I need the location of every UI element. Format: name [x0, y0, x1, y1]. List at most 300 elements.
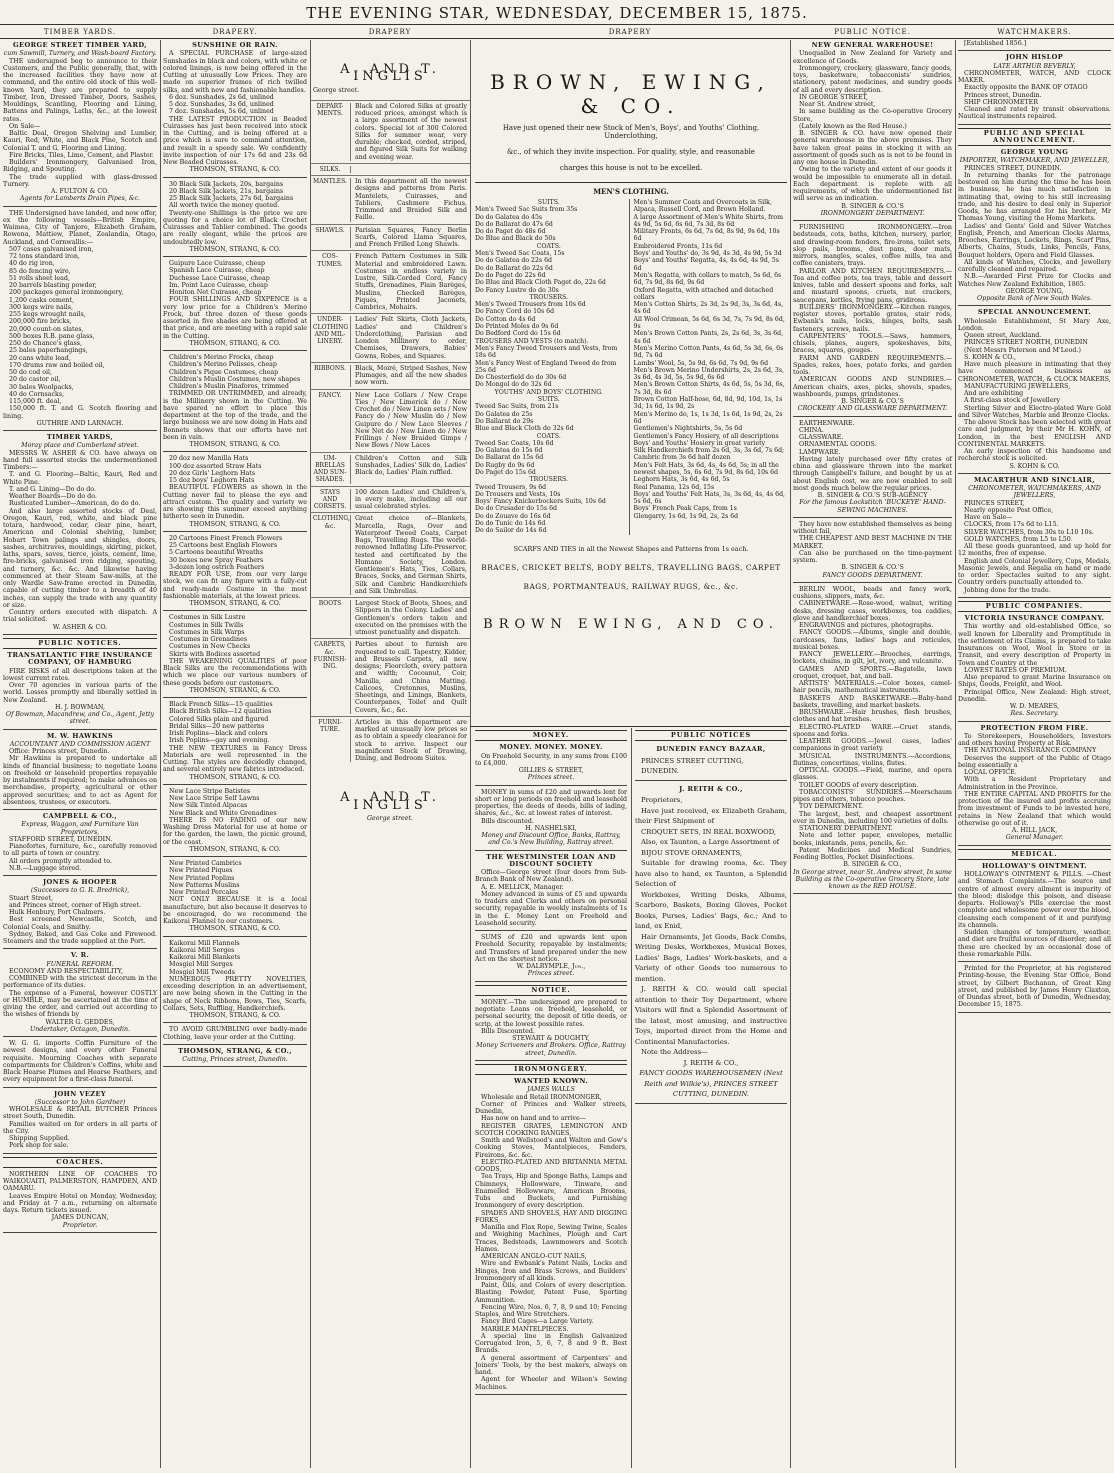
- advertisement: [163, 701, 307, 785]
- ad-paragraph: 20 cans white lead,: [9, 354, 71, 362]
- advertisement: [793, 420, 952, 518]
- ad-paragraph: Mosgiel Mill Serges: [169, 961, 233, 969]
- price-line: Boys' French Peak Caps, from 1s: [633, 505, 737, 513]
- ad-paragraph: Have just received, ex Elizabeth Graham, their First Shipment of: [635, 806, 787, 826]
- ad-paragraph: Having lately purchased over fifty crates of china and glassware thrown into the market through Campbell's failure, and bought by us at about English cost, we are now enabled to sell most goods much below the regular prices.: [793, 455, 952, 492]
- ad-paragraph: SPADES AND SHOVELS, HAY AND DIGGING FORKS,: [475, 1209, 627, 1224]
- ad-signature: A. HILL JACK,: [1011, 827, 1058, 834]
- ad-subtitle: IMPORTER, WATCHMAKER, AND JEWELLER,: [959, 157, 1110, 165]
- ad-subtitle: Moray place and Cumberland street.: [21, 442, 139, 450]
- banner-rule: [475, 182, 787, 183]
- price-line: Gentlemen's Fancy Hosiery, of all descriptions: [633, 432, 779, 440]
- ad-paragraph: Smith and Wellstood's and Walton and Gow's Cooking Stoves, Mantelpieces, Fenders, Fireirons, &c. &c.: [475, 1137, 627, 1159]
- ad-paragraph: 200 packages general ironmongery,: [9, 289, 124, 297]
- advertisement: [163, 788, 307, 857]
- ad-paragraph: Kaikorai Mill Flannels: [169, 939, 240, 947]
- advertisement: [793, 42, 952, 221]
- ad-paragraph: MESSRS W. ASHER & CO. have always on hand full assorted stocks the undermentioned Timbers:—: [3, 449, 157, 471]
- price-line: Tweed Sac Suits, from 21s: [475, 403, 559, 411]
- ad-paragraph: Shipping Supplied.: [9, 1135, 70, 1142]
- advertisement: [3, 652, 157, 730]
- ad-paragraph: Black French Silks—15 qualities: [169, 701, 273, 708]
- price-line: Men's Brown Cotton Shirts, 4s 6d, 5s, 5s 3d, 6s, 7s 3d, 8s 6d: [633, 381, 785, 396]
- column-watchmakers: [955, 40, 1114, 1470]
- department-text: Black, Moiré, Striped Sashes, New Plumages, and all the new shades now worn.: [355, 364, 467, 387]
- ad-paragraph: All these goods guaranteed, and up hold for 12 months, free of expense.: [958, 543, 1111, 558]
- ad-paragraph: 5 Cartoons beautiful Wreaths: [169, 549, 264, 557]
- ad-signature: W. ASHER & CO.: [52, 623, 108, 631]
- ad-paragraph: Kaikorai Mill Serges: [169, 946, 235, 954]
- price-line: Men's Fancy Tweed Trousers and Vests, from 18s 6d: [475, 344, 618, 360]
- department-row: [310, 163, 470, 175]
- price-line: TROUSERS.: [529, 476, 569, 484]
- ad-title: PROTECTION FROM FIRE.: [980, 723, 1089, 732]
- department-text: New Lace Collars / New Crape Ties / New Limerick do / New Crochet do / New Linen sets / New Fancy do / New Muslin do / New Guipure do / New Lace Sleeves / New Net do / New Linen do / New Frillings / New Braided Gimps / New Bows / New Laces: [355, 391, 467, 450]
- ad-paragraph: Hair Ornaments, Jet Goods, Back Combs, Writing Desks, Workboxes, Musical Boxes, Ladies' Bags, Ladies' Work-baskets, and a Variety of other Goods too numerous to mention.: [635, 932, 787, 983]
- department-row: [310, 716, 470, 765]
- ad-paragraph: New Silk Tinted Alpacas: [169, 802, 248, 810]
- department-row: [310, 389, 470, 452]
- ad-footer: Princes street.: [527, 970, 575, 978]
- ad-paragraph: Baltic Deal, Oregon Shelving and Lumber, Kauri, Red, White, and Black Pine, Scotch and Colonial T. and G. Flooring and Lining.: [3, 130, 157, 152]
- ad-paragraph: Spanish Lace Cuirasse, cheap: [169, 267, 265, 275]
- department-label: SHAWLS.: [313, 227, 351, 249]
- ad-paragraph: (Lately known as the Red House.): [799, 122, 907, 130]
- department-row: [310, 224, 470, 251]
- price-line: Do Mongol do do 32s 6d: [475, 381, 552, 389]
- ad-paragraph: THE Undersigned have landed, and now offer, ex the following vessels—British Empire, Waimea, City of Tanjore, Elizabeth Graham, Rowena, Mattiew, Planet, Zealandia, Otago, Auckland, and Cornwallis:—: [3, 209, 157, 246]
- ad-paragraph: The trade supplied with glass-dressed Turnery.: [3, 173, 157, 188]
- ad-paragraph: STAFFORD STREET, DUNEDIN.: [9, 835, 113, 843]
- ad-paragraph: Skirts with Bodices assorted: [169, 650, 261, 658]
- ad-paragraph: 500 boxes R.B. pane glass,: [9, 332, 95, 340]
- ad-paragraph: GLASSWARE.: [799, 434, 844, 441]
- ad-paragraph: Pork shop for sale.: [9, 1142, 69, 1150]
- ad-paragraph: W. G. G. imports Coffin Furniture of the newest designs, and every other Funeral requisite. Mourning Coaches with separate compartments for Children's Coffins, white and Black Hearse Plumes and Hearse Feathers, and every equipment for a first-class funeral.: [3, 1040, 157, 1084]
- ad-paragraph: ARTISTS' MATERIALS.—Color boxes, camel-hair pencils, mathematical instruments.: [793, 680, 952, 695]
- advertisement: [958, 54, 1111, 124]
- ad-paragraph: MONEY in sums of £20 and upwards lent for short or long periods on freehold and leasehold properties, the deeds of deeds, bills of lading, shares, &c., &c. at lowest rates of interest.: [475, 788, 627, 818]
- price-line: Tweed Trousers, 9s 6d: [475, 483, 547, 491]
- section-heading: PUBLIC AND SPECIAL ANNOUNCEMENT.: [958, 128, 1111, 147]
- ad-paragraph: New Printed Percales: [169, 889, 239, 896]
- ad-signature: B. SINGER & CO.,: [843, 861, 902, 869]
- advertisement: [163, 1048, 307, 1068]
- ad-paragraph: Builders' Ironmongery, Galvanised Iron, Ridging, and Spouting.: [3, 159, 157, 174]
- ad-footer: In George street, near St. Andrew street, In same Building as the Co-operative Grocery Store, late known as the RED HOUSE.: [793, 868, 952, 890]
- ad-footer: Money and Discount Office, Banks, Rattray, and Co.'s New Building, Rattray street.: [481, 832, 621, 847]
- ad-title: TRANSATLANTIC FIRE INSURANCE COMPANY, OF HAMBURG: [7, 651, 153, 667]
- section-heading: PUBLIC NOTICES.: [3, 638, 157, 649]
- advertisement: [958, 40, 1111, 51]
- column-money-ironmongery: [472, 728, 630, 1468]
- department-label: CLOTHING, &c.: [313, 515, 351, 595]
- ad-paragraph: Cleaned and rated by transit observations. Nautical instruments repaired.: [958, 106, 1111, 121]
- ad-paragraph: CROQUET SETS, IN REAL BOXWOOD,: [641, 827, 777, 836]
- ad-paragraph: Children's Muslin Pinafores, trimmed: [169, 383, 289, 390]
- ad-subtitle: JAMES WALLS: [527, 1086, 575, 1094]
- ad-paragraph: Owing to the variety and extent of our goods it would be impossible to enumerate all in detail. Each department is replete with all requirements, of which the undermentioned list will serve as an indication.: [793, 166, 952, 203]
- ad-paragraph: BIJOU STOVE ORNAMENTS,: [641, 848, 743, 857]
- ad-paragraph: Irish Poplins—black and colors: [169, 730, 268, 737]
- inglis-footer-address: George street.: [366, 814, 414, 822]
- ad-paragraph: Wholesale Establishment, St Mary Axe, London.: [958, 317, 1111, 332]
- masthead: THE EVENING STAR, WEDNESDAY, DECEMBER 15, 1875.: [306, 4, 808, 22]
- ad-paragraph: Exactly opposite the BANK OF OTAGO: [964, 84, 1088, 92]
- advertisement: [3, 42, 157, 207]
- section-head-drapery-3: DRAPERY: [608, 28, 652, 36]
- price-line: Do Chesterfield do do 30s 6d: [475, 374, 567, 382]
- price-line: Do Paget do 15s 6d: [475, 468, 536, 476]
- ad-paragraph: Best screened Newcastle, Scotch, and Colonial Coals, and Smithy.: [3, 916, 157, 931]
- advertisement: [163, 535, 307, 612]
- ad-signature: JAMES DUNCAN,: [51, 1214, 109, 1222]
- ad-paragraph: Children's Pique Costumes, cheap: [169, 368, 279, 376]
- ad-paragraph: THE CHEAPEST AND BEST MACHINE IN THE MARKET.: [793, 535, 952, 550]
- ad-paragraph: PRINCES STREET CUTTING,: [641, 756, 744, 765]
- lower-section-rule: [470, 726, 790, 727]
- ad-paragraph: 30 boxes new Spray Feathers: [169, 556, 264, 564]
- ad-footer: Undertaker, Octagon, Dunedin.: [29, 1025, 131, 1033]
- ad-footer: CROCKERY AND GLASSWARE DEPARTMENT.: [797, 405, 948, 413]
- price-line: Do Bedford Cord do 15s 6d: [475, 330, 561, 338]
- ad-subtitle: CHRONOMETER, WATCHMAKERS, AND JEWELLERS,: [968, 485, 1101, 500]
- ad-paragraph: Princes street, Dunedin.: [964, 91, 1042, 99]
- advertisement: [163, 260, 307, 351]
- ad-title: HOLLOWAY'S OINTMENT.: [981, 861, 1087, 870]
- department-row: [310, 100, 470, 163]
- ad-paragraph: PRINCES STREET NORTH, DUNEDIN: [964, 339, 1088, 347]
- ad-paragraph: In same building as the Co-operative Grocery Store,: [793, 108, 952, 123]
- ad-paragraph: THE LATEST PRODUCTION in Beaded Cuirasses has just been received into stock in the Cutting, and is being offered at a price which is sure to command attention, and result in a speedy sale. We confidently invite inspection of our 17s 6d and 23s 6d New Beaded Cuirasses.: [163, 115, 307, 166]
- ad-signature: THOMSON, STRANG, & CO.: [189, 166, 281, 174]
- ad-paragraph: New Printed Cambrics: [169, 860, 242, 867]
- ad-paragraph: THE WEAKENING QUALITIES of poor Black Silks are the recommendations with which we place our various numbers of these goods before our customers.: [163, 657, 307, 687]
- ad-paragraph: Workboxes, Writing Desks, Albums, Scarboro, Baskets, Boxing Gloves, Pocket Books, Purses, Ladies' Bags, &c.; And to land, ex Enid,: [635, 890, 787, 931]
- department-row: [310, 362, 470, 389]
- ad-signature: WALTER G. GEDDES,: [45, 1018, 115, 1026]
- price-line: Men's Merino do, 1s, 1s 3d, 1s 6d, 1s 9d, 2s, 2s 6d: [633, 410, 783, 425]
- ad-paragraph: Have on Sale—: [964, 514, 1013, 521]
- advertisement: [958, 615, 1111, 722]
- department-label: FURNI-TURE.: [313, 719, 351, 763]
- price-line: Men's Tweed Trousers from 10s 6d: [475, 301, 586, 309]
- brown-ewing-title: BROWN, EWING, & CO.: [490, 70, 772, 118]
- department-text: French Pattern Costumes in Silk Material and embroidered Lawn. Costumes in endless variety in Lustre, Silk-Corded Cord, Fancy Stuffs, Grenadines, Plain Barèges, Muslins, Checked Barèges, Piqués, Printed Jaconets, Cambrics, Mohairs.: [355, 253, 467, 311]
- department-row: [310, 452, 470, 486]
- ad-paragraph: English and Colonial Jewellery, Cups, Medals, Masonic Jewels, and Regalia on hand or made to order. Spectacles suited to any sight. Country orders punctually attended to.: [958, 557, 1111, 587]
- price-line: COATS.: [536, 432, 561, 440]
- price-line: Men's Fancy West of England Tweed do from 25s 6d: [475, 359, 617, 374]
- price-line: Do do Tunic do 14s 6d: [475, 520, 546, 528]
- ad-title: M. W. HAWKINS: [46, 731, 114, 740]
- price-line: Do do Paget do 22s 6d: [475, 271, 546, 279]
- ad-footer: For the famous Lockstitch 'BUCKEYE' HAND-SEWING MACHINES.: [799, 499, 946, 514]
- advertisement: [958, 477, 1111, 598]
- department-label: UNDER-CLOTHING AND MIL-LINERY.: [313, 316, 351, 360]
- advertisement: [163, 42, 307, 178]
- section-heading: MEDICAL.: [958, 849, 1111, 860]
- advertisement: [475, 934, 627, 982]
- ad-paragraph: A general assortment of Carpenters' and Joiners' Tools, by the best makers, always on hand.: [475, 1354, 627, 1376]
- ad-paragraph: Ladies' and Gents' Gold and Silver Watches English, French, and American Clocks Alarms, Brooches, Earrings, Lockets, Rings, Scarf Pins, Alberts, Chains, Studs, Links, Pencils, Fans, Bouquet holders, Opera and Field Glasses.: [958, 222, 1111, 259]
- ad-paragraph: Office—George street (four doors from Sub-Branch Bank of New Zealand).: [475, 869, 627, 884]
- ad-title: JOHN VEZEY: [53, 1089, 107, 1098]
- ad-paragraph: 300 kegs wire nails,: [9, 303, 74, 311]
- ad-paragraph: SHIP CHRONOMETER: [964, 98, 1038, 106]
- ad-paragraph: Bills discounted.: [481, 817, 534, 825]
- ad-paragraph: 85 do fencing wire,: [9, 267, 71, 275]
- ad-paragraph: NUMEROUS PRETTY NOVELTIES, exceeding description in an advertisement, are now being shown in the Cutting in the shape of Neck Ribbons, Bows, Ties, Scarfs, Collars, Sets, Ruffling, Handkerchiefs.: [163, 975, 307, 1012]
- ad-paragraph: NORTHERN LINE OF COACHES TO WAIKOUAITI, PALMERSTON, HAMPDEN, AND OAMARU.: [3, 1170, 157, 1193]
- ad-paragraph: New Patterns Muslins: [169, 881, 240, 889]
- section-heading: COACHES.: [3, 1157, 157, 1168]
- advertisement: [475, 1078, 627, 1395]
- price-line: Do Cotton do 4s 6d: [475, 315, 536, 323]
- advertisement: [635, 784, 787, 1104]
- advertisement: [163, 354, 307, 452]
- ad-paragraph: Fancy Bird Cages—a Large Variety.: [481, 1318, 594, 1326]
- ad-paragraph: Note and letter paper, envelopes, metallic books, inkstands, pens, pencils, &c.: [793, 832, 952, 847]
- department-text: Ladies' Felt Skirts, Cloth Jackets, Ladies' and Children's Underclothing, Parisian and London Millinery to order, Chemises, Drawers, Babies' Gowns, Robes, and Squares.: [355, 316, 467, 360]
- ad-subtitle: FUNERAL REFORM.: [46, 960, 114, 968]
- column-divider: [470, 40, 471, 1468]
- price-line: Silk Handkerchiefs from 2s 6d, 3s, 3s 6d, 7s 6d; Cambric from 3s 6d half dozen: [633, 447, 785, 462]
- brown-ewing-intro-3: charges this house is not to be excelled.: [559, 164, 703, 172]
- ad-paragraph: GOLD WATCHES, from L5 to L50.: [964, 535, 1073, 543]
- department-row: [310, 638, 470, 716]
- price-line: Do Rugby do 9s 6d: [475, 461, 535, 469]
- department-text: Great choice of—Blankets, Marcella, Rugs, Over and Waterproof Tweed Coats, Carpet Bags, Travelling Rugs. The world-renowned Inflating Life-Preserver, tested and certificated by the Humane Society, London. Gentlemen's Hats, Ties, Collars, Braces, Socks, and German Shirts, Silk and Cambric Handkerchiefs and Silk Umbrellas.: [355, 515, 467, 595]
- price-line: Do Fancy Cord do 10s 6d: [475, 308, 555, 316]
- ad-paragraph: THE ENTIRE CAPITAL AND PROFITS for the protection of the insured and profits accruing from investment of Funds to be invested here, retains in New Zealand that which would otherwise go out of it.: [958, 790, 1111, 827]
- ad-paragraph: READY FOR USE, from our very large stock, we can fit any figure with a fully-cut and ready-made Costume in the most fashionable materials, at the lowest prices.: [163, 571, 307, 600]
- department-text: [351, 166, 467, 173]
- price-line: YOUTHS' AND BOYS' CLOTHING.: [494, 388, 603, 396]
- ad-paragraph: 72 tons standard iron,: [9, 253, 80, 260]
- ad-paragraph: TOBACCONISTS' SUNDRIES.—Meerschaum pipes and others, tobacco pouches.: [793, 788, 952, 803]
- ad-paragraph: Patent Medicines and Medical Sundries, Feeding Bottles, Pocket Disinfections.: [793, 846, 952, 861]
- ad-paragraph: Children's Muslin Costumes, new shapes: [169, 375, 301, 383]
- ad-signature: GEORGE YOUNG,: [1005, 287, 1064, 295]
- price-line: Do do Ballarat do 47s 6d: [475, 220, 553, 228]
- price-line: TROUSERS.: [529, 293, 569, 301]
- ad-paragraph: New Printed Poplins: [169, 874, 235, 882]
- ad-paragraph: Rusticated Lumber—American, do do do.: [9, 500, 141, 508]
- ad-title: GEORGE YOUNG: [1000, 148, 1069, 156]
- ad-paragraph: NOT ONLY BECAUSE it is a local manufacture, but also because it deserves to be encouraged, do we recommend the Kaikorai Flannel to our customers.: [163, 896, 307, 925]
- ad-paragraph: CARPENTERS' TOOLS.—Saws, hammers, chisels, planes, augers, spokeshaves, bits, braces, squares, gouges.: [793, 332, 952, 355]
- ad-title: V. R.: [70, 951, 90, 960]
- price-line: Men's Tweed Sac Suits from 35s: [475, 206, 578, 214]
- ad-paragraph: A SPECIAL PURCHASE of large-sized Sunshades in black and colors, with white or colored linings, is now being offered in the Cutting at unusually Low Prices. They are made on superior frames of rich twilled silks, and with new and fashionable handles.: [163, 50, 307, 94]
- price-line: Do do Sailor do 14s 6d: [475, 527, 547, 535]
- ad-paragraph: Costumes in Silk Lustre: [169, 614, 246, 622]
- advertisement: [958, 863, 1111, 962]
- ad-signature: GILLIES & STREET,: [518, 767, 584, 774]
- price-line: All Wool Crimean, 5s 6d, 6s 3d, 7s, 7s 9d, 8s 6d, 9s: [633, 315, 785, 331]
- ad-paragraph: Families waited on for orders in all parts of the City.: [3, 1120, 157, 1135]
- brown-ewing-intro-1: Have just opened their new Stock of Men's, Boys', and Youths' Clothing, Underclothing,: [502, 124, 760, 140]
- ad-paragraph: Wholesale and Retail IRONMONGER,: [481, 1093, 602, 1101]
- ad-paragraph: All kinds of Watches, Clocks, and Jewellery carefully cleaned and repaired.: [958, 258, 1111, 273]
- price-line: Do Blue and Black Cloth Paget do, 22s 6d: [475, 279, 606, 287]
- advertisement: [163, 455, 307, 532]
- ad-paragraph: Note the Address—: [641, 1048, 708, 1057]
- department-label: CARPETS, &c. FURNISH-ING.: [313, 641, 351, 714]
- ad-paragraph: Printed for the Proprietor, at his registered Printing-house, the Evening Star Office, Bond street, by Gilbert Buchanan, of Great King street, and published by James Henry Claxton, of Dundas street, both of Dunedin, Wednesday, December 15, 1875.: [958, 965, 1111, 1009]
- ad-title: THE WESTMINSTER LOAN AND DISCOUNT SOCIETY: [486, 852, 616, 868]
- ad-paragraph: COMBINED with the strictest decorum in the performance of its duties.: [3, 975, 157, 990]
- advertisement: [3, 813, 157, 876]
- advertisement: [958, 965, 1111, 1013]
- ad-paragraph: 6 doz. Sunshades, 2s 6d, unlined: [169, 93, 274, 101]
- price-line: Do do Ballarat do 22s 6d: [475, 264, 553, 272]
- mens-prices-right: [629, 199, 787, 535]
- ad-paragraph: An early inspection of this handsome and recherché stock is solicited.: [958, 448, 1111, 463]
- ad-paragraph: FIRE RISKS of all descriptions taken at the lowest current rates.: [3, 667, 157, 682]
- ad-paragraph: SILVER WATCHES, from 30s to L10 10s.: [964, 528, 1094, 536]
- price-line: A large Assortment of Men's White Shirts, from 4s 9d, 5s 6d, 6s 6d, 7s 3d, 8s 6d: [633, 213, 783, 228]
- advertisement: [793, 521, 952, 583]
- ad-paragraph: Leaves Empire Hotel on Monday, Wednesday, and Friday at 7 a.m., returning on alternate days. Return tickets issued.: [3, 1192, 157, 1214]
- ad-paragraph: Can also be purchased on the time-payment system.: [793, 549, 952, 564]
- price-line: Boys' and Youths' Hosiery in great variety: [633, 439, 766, 447]
- price-line: Do do Paget do 48s 6d: [475, 228, 546, 236]
- ad-paragraph: 20 doz Girls' Leghorn Hats: [169, 469, 256, 477]
- ad-title: J. REITH & CO.,: [679, 784, 743, 793]
- price-line: Boys' and Youths' Regatta, 4s, 4s 6d, 4s 9d, 5s 6d: [633, 257, 779, 272]
- ad-paragraph: 15 doz boys' Leghorn Hats: [169, 477, 255, 484]
- ad-paragraph: SUMS of £20 and upwards lent upon Freehold Security, repayable by instalments; and Transfers of land prepared under the new Act on the shortest notice.: [475, 934, 627, 963]
- ad-paragraph: 507 cases galvanised iron,: [9, 245, 94, 253]
- ad-paragraph: T. and G. Lining—Do do do.: [9, 485, 96, 493]
- column-fancy-bazaar: [632, 728, 790, 1468]
- ad-paragraph: ELECTRO-PLATED WARE.—Cruet stands, spoons and forks.: [793, 723, 952, 738]
- ad-footer: FANCY GOODS DEPARTMENT.: [822, 571, 923, 579]
- ad-paragraph: 30 bales Woolpacks,: [9, 383, 74, 391]
- ad-paragraph: 40 do Cornsacks,: [9, 390, 65, 398]
- ad-paragraph: On Freehold Security, in any sums from £100 to £4,000.: [475, 752, 627, 767]
- price-line: Oxford Regatta, with attached and detached collars: [633, 286, 774, 301]
- ad-paragraph: T. and G. Flooring—Baltic, Kauri, Red and White Pine.: [3, 471, 157, 486]
- ad-paragraph: OPTICAL GOODS.—Field, marine, and opera glasses.: [793, 767, 952, 782]
- ad-paragraph: 3-dozen long ostrich Feathers: [169, 563, 265, 571]
- price-line: Men's Brown Cotton Pants, 2s, 2s 6d, 3s, 3s 6d, 4s 6d: [633, 330, 784, 345]
- ad-paragraph: The largest, best, and cheapest assortment ever in Dunedin, including 100 varieties of dolls.: [793, 810, 952, 825]
- ad-paragraph: New Lace Stripe Batistes: [169, 787, 251, 795]
- section-heading: MONEY.: [475, 730, 627, 741]
- section-heading: IRONMONGERY.: [475, 1064, 627, 1075]
- ad-paragraph: 100 doz assorted Straw Hats: [169, 462, 262, 470]
- ad-paragraph: Suitable for drawing rooms, &c. They have also to hand, ex Taunton, a Splendid Selection of: [635, 859, 787, 889]
- price-line: Do Galatea do 15s 6d: [475, 447, 543, 455]
- department-label: FANCY.: [313, 392, 351, 450]
- ad-paragraph: [Established 1856.]: [964, 40, 1027, 47]
- ad-paragraph: Sterling Silver and Electro-plated Ware Gold and Silver Watches, Marble and Bronze Clocks.: [958, 404, 1111, 419]
- department-label: SILKS.: [313, 166, 351, 173]
- ad-paragraph: They have now established themselves as being without fail,: [793, 520, 952, 535]
- column-timber-yards: [0, 40, 160, 1470]
- price-line: Glengarry, 1s 6d, 1s 9d, 2s, 2s 6d: [633, 512, 739, 520]
- ad-signature: B. SINGER & CO.'S SUB-AGENCY: [817, 492, 928, 499]
- ad-paragraph: 7 doz. Sunshades, 5s 6d, unlined: [169, 108, 274, 116]
- ad-footer: IRONMONGERY DEPARTMENT.: [820, 209, 925, 217]
- ad-paragraph: Bridal Silks—20 new patterns: [169, 722, 265, 730]
- ad-paragraph: Over 70 agencies in various parts of the world. Losses promptly and liberally settled in New Zealand.: [3, 682, 157, 704]
- ad-paragraph: THERE IS NO FADING of our new Washing Dress Material for use at home or for the garden, the lawn, the picnic ground, or the coast.: [163, 816, 307, 846]
- ad-paragraph: BERLIN WOOL, beads and fancy work, cushions, slippers, mats, &c.: [793, 585, 952, 600]
- advertisement: [635, 744, 787, 781]
- ad-title: CAMPBELL & CO.,: [42, 812, 118, 820]
- ad-paragraph: In returning thanks for the patronage bestowed on him during the time he has been in business, he has much satisfaction in intimating that, owing to his still increasing trade, and his desire to deal only in Superior Goods, he has arranged for his brother, Mr Thomas Young, visiting the Home Markets.: [958, 171, 1111, 223]
- price-line: Embroidered Fronts, 11s 6d: [633, 242, 723, 250]
- ad-paragraph: TRIMMED OR UNTRIMMED, and already, is the Millinery shown in the Cutting. We have spared no effort to place this department at the top of the trade, and the large business we are now doing in Hats and Bonnets shows that our efforts have not been in vain.: [163, 390, 307, 441]
- ad-paragraph: Has now on hand and to arrive—: [481, 1115, 586, 1123]
- price-line: Men's Merino Cotton Pants, 4s 6d, 5s 3d, 6s, 6s 9d, 7s 6d: [633, 344, 784, 360]
- bags-line: BAGS, PORTMANTEAUS, RAILWAY RUGS, &c., &c.: [523, 581, 739, 591]
- ad-paragraph: All worth twice the money quoted.: [169, 202, 280, 210]
- ad-paragraph: 50 do cod oil,: [9, 369, 53, 376]
- advertisement: [3, 879, 157, 949]
- scarfs-line: SCARFS AND TIES in all the Newest Shapes and Patterns from 1s each.: [513, 544, 749, 553]
- ad-paragraph: Queen street, Auckland.: [964, 332, 1042, 339]
- ad-paragraph: 20,000 count-on slates,: [9, 325, 84, 333]
- ad-paragraph: FANCY GOODS.—Albums, single and double, cardcases, fans, ladies' bags and reticules, musical boxes.: [793, 629, 952, 651]
- ad-paragraph: BEAUTIFUL FLOWERS as shown in the Cutting never fail to please the eye and attract custom. The quality and variety we are showing this summer exceed anything hitherto seen in Dunedin.: [163, 484, 307, 521]
- ad-paragraph: N.B.—Luggage stored.: [9, 864, 82, 872]
- ad-paragraph: Office: Princes street, Dunedin.: [9, 748, 110, 755]
- ad-paragraph: TO AVOID GRUMBLING over badly-made Clothing, leave your order at the Cutting.: [163, 1026, 307, 1041]
- ad-paragraph: 1,200 casks cement,: [9, 296, 75, 304]
- ad-paragraph: CHRONOMETER, WATCH, AND CLOCK MAKER.: [958, 69, 1111, 84]
- price-line: Do Fancy Lustre do do 30s: [475, 286, 559, 294]
- ad-subtitle: Express, Waggon, and Furniture Van Proprietors,: [21, 821, 139, 836]
- ad-paragraph: ELECTRO-PLATED AND BRITANNIA METAL GOODS,: [475, 1158, 627, 1173]
- brown-ewing-intro-2: &c., of which they invite inspection. For quality, style, and reasonable: [507, 148, 755, 156]
- ad-paragraph: Duchesse Lace Cuirasse, cheap: [169, 274, 270, 282]
- ad-signature: THOMSON, STRANG, & CO.: [189, 600, 281, 607]
- ad-paragraph: Also, ex Taunton, a Large Assortment of: [641, 838, 780, 847]
- ad-paragraph: 30 Black Silk Jackets, 20s, bargains: [169, 180, 284, 188]
- advertisement: [163, 860, 307, 937]
- department-label: MANTLES.: [313, 178, 351, 222]
- ad-paragraph: THE undersigned beg to announce to their Customers, and the Public generally, that, with the increased facilities they have now at command, and the entire old stock of this well-known Yard, they are prepared to supply Timber, Iron, Dressed Timber, Doors, Sashes, Mouldings, Scantling, Flooring and Lining, Battens and Palings, Laths, &c., at the lowest rates.: [3, 57, 157, 123]
- ad-paragraph: 25 Cartoons best English Flowers: [169, 542, 278, 549]
- ad-paragraph: Country orders executed with dispatch. A trial solicited.: [3, 609, 157, 624]
- ad-paragraph: REGISTER GRATES, LEMINGTON AND SCOTCH COOKING RANGES,: [475, 1122, 627, 1137]
- ad-paragraph: And also large assorted stocks of Deal, Oregon, Kauri, red, white, and black pine totara, hardwood, cedar, clear pine, heart, American and Colonial shelving, lumber, Hobart Town palings and shingles, doors, sashes, architraves, mouldings, skirting, picket, laths, spars, saves, tierce, joists, cement, lime, fire-bricks, galvanised iron ridging, spouting, and turnery, &c. &c. And likewise having commenced at their Steam Saw-mills, at the only Wardle Saw-frame erected in Dunedin, capable of cutting timber to a breadth of 40 inches, can supply the trade with any quantity or size.: [3, 507, 157, 609]
- ad-paragraph: A special line in English Galvanized Corrugated Iron, 5, 6, 7, 8 and 9 ft. Best Brands.: [475, 1332, 627, 1355]
- ad-paragraph: 20 Cartoons Finest French Flowers: [169, 534, 283, 542]
- ad-signature: B. SINGER & CO.'S: [841, 564, 904, 572]
- inglis-footer-title: A. AND T. INGLIS: [340, 790, 440, 813]
- ad-paragraph: TOILET GOODS of every description.: [799, 781, 919, 789]
- ad-paragraph: Costumes in Grenadines: [169, 636, 248, 643]
- department-label: STAYS AND CORSETS.: [313, 489, 351, 511]
- ad-paragraph: Unequalled in New Zealand for Variety and excellence of Goods.: [793, 50, 952, 65]
- ad-paragraph: Ironmongery, crockery, glassware, fancy goods, toys, basketware, tobacconists' sundries, stationery, patent medicines, and sundry goods of all and every description.: [793, 64, 952, 94]
- ad-signature: THOMSON, STRANG, & CO.: [189, 925, 281, 933]
- ad-paragraph: New Black and White Grenadines: [169, 809, 277, 817]
- price-line: Leghorn Hats, 3s 6d, 4s 6d, 5s: [633, 476, 730, 484]
- department-text: Children's Cotton and Silk Sunshades, Ladies' Silk do, Ladies' Black do, Ladies' Plain ruffled.: [355, 454, 467, 476]
- ad-paragraph: MONEY.—The undersigned are prepared to negotiate Loans on freehold, leasehold, or personal security, the deposit of title deeds, or scrip, at the lowest possible rates.: [475, 998, 627, 1028]
- price-line: Do do Galatea do 45s: [475, 213, 543, 221]
- advertisement: [793, 224, 952, 417]
- ad-paragraph: Colored Silks plain and figured: [169, 715, 269, 723]
- ad-paragraph: LOWEST RATES OF PREMIUM.: [964, 666, 1067, 674]
